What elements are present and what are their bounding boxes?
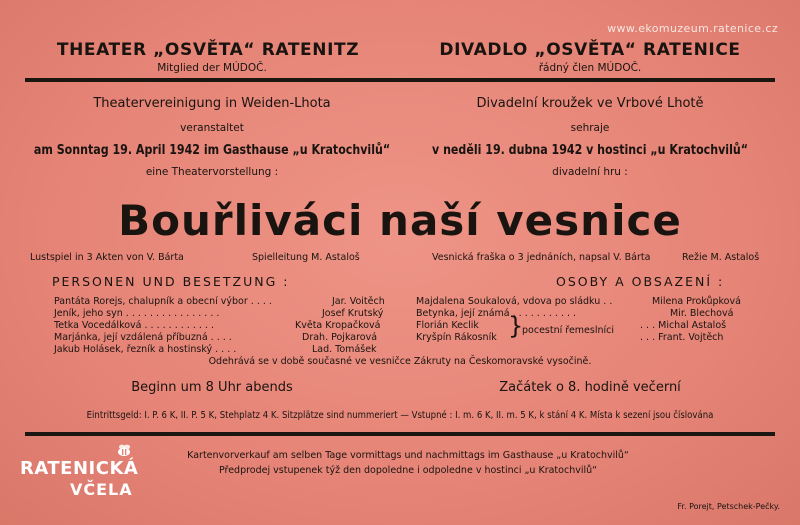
cast-left-role-1: Pantáta Rorejs, chalupník a obecní výbor . . . . bbox=[54, 296, 272, 307]
bee-icon bbox=[115, 444, 133, 458]
cast-header-right: OSOBY A OBSAZENÍ : bbox=[556, 274, 725, 289]
right-intro-line4: divadelní hru : bbox=[552, 166, 628, 178]
logo-line1: RATENICKÁ bbox=[20, 458, 139, 479]
credits-right-author: Vesnická fraška o 3 jednáních, napsal V. Bárta bbox=[432, 252, 651, 263]
cast-right-role-2: Betynka, její známá . . . . . . . . . . . bbox=[416, 308, 577, 319]
cast-header-left: PERSONEN UND BESETZUNG : bbox=[52, 274, 290, 289]
right-intro-line3: v neděli 19. dubna 1942 v hostinci „u Kratochvilů“ bbox=[432, 143, 748, 158]
left-intro-line2: veranstaltet bbox=[180, 122, 244, 134]
left-intro-line3: am Sonntag 19. April 1942 im Gasthause „u Kratochvilů“ bbox=[33, 143, 391, 158]
cast-right-actor-4: . . . Frant. Vojtěch bbox=[640, 332, 724, 343]
cast-right-actor-1: Milena Prokůpková bbox=[652, 296, 741, 307]
logo-line2: VČELA bbox=[70, 480, 133, 499]
cast-right-actor-2: Mir. Blechová bbox=[670, 308, 734, 319]
cast-left-actor-4: Drah. Pojkarová bbox=[302, 332, 378, 343]
right-intro-line1: Divadelní kroužek ve Vrbové Lhotě bbox=[476, 96, 704, 111]
begin-left: Beginn um 8 Uhr abends bbox=[131, 380, 293, 395]
credits-left-director: Spielleitung M. Astaloš bbox=[252, 252, 360, 263]
begin-right: Začátek o 8. hodině večerní bbox=[499, 380, 681, 395]
cast-group-brace: } bbox=[508, 312, 524, 340]
cast-right-role-3: Florián Keclik bbox=[416, 320, 479, 331]
left-theater-title: THEATER „OSVĚTA“ RATENITZ bbox=[56, 40, 360, 60]
play-title: Bouřliváci naší vesnice bbox=[118, 196, 682, 245]
ratenicka-vcela-logo bbox=[20, 444, 140, 504]
top-divider bbox=[25, 78, 775, 82]
cast-left-role-3: Tetka Vocedálková . . . . . . . . . . . . bbox=[54, 320, 214, 331]
cast-left-role-5: Jakub Holásek, řezník a hostinský . . . . bbox=[54, 344, 237, 355]
cast-left-role-2: Jeník, jeho syn . . . . . . . . . . . . . . . . bbox=[54, 308, 220, 319]
cast-left-actor-2: Josef Krutský bbox=[322, 308, 384, 319]
printer-credit: Fr. Porejt, Petschek-Pečky. bbox=[677, 502, 780, 511]
right-intro-line2: sehraje bbox=[570, 122, 610, 134]
cast-right-role-1: Majdalena Soukalová, vdova po sládku . . bbox=[416, 296, 613, 307]
credits-right-director: Režie M. Astaloš bbox=[682, 252, 760, 263]
right-theater-title: DIVADLO „OSVĚTA“ RATENICE bbox=[439, 40, 741, 60]
cast-left-actor-5: Lad. Tomášek bbox=[312, 344, 377, 355]
watermark: www.ekomuzeum.ratenice.cz bbox=[607, 22, 778, 35]
cast-left-role-4: Marjánka, její vzdálená příbuzná . . . . bbox=[54, 332, 232, 343]
left-intro-line4: eine Theatervorstellung : bbox=[145, 166, 279, 178]
presale-line1: Kartenvorverkauf am selben Tage vormittags und nachmittags im Gasthause „u Kratochvilů“ bbox=[187, 450, 629, 461]
bottom-divider bbox=[25, 432, 775, 436]
cast-right-actor-3: . . . Michal Astaloš bbox=[640, 320, 727, 331]
cast-right-role-4: Kryšpín Rákosník bbox=[416, 332, 497, 343]
credits-left-author: Lustspiel in 3 Akten von V. Bárta bbox=[30, 252, 184, 263]
left-member-note: Mitglied der MÚDOČ. bbox=[157, 62, 267, 74]
admission-prices: Eintrittsgeld: I. P. 6 K, II. P. 5 K, Stehplatz 4 K. Sitzplätze sind nummeriert — Vstupné : I. m. 6 K, II. m. 5 K, k stání 4 K. Místa k sezení jsou číslována bbox=[86, 410, 714, 421]
cast-left-actor-3: Květa Kropačková bbox=[295, 320, 381, 331]
cast-group-label: pocestní řemeslníci bbox=[522, 325, 615, 336]
right-member-note: řádný člen MÚDOČ. bbox=[538, 62, 642, 74]
cast-left-actor-1: Jar. Voitěch bbox=[332, 296, 385, 307]
left-intro-line1: Theatervereinigung in Weiden-Lhota bbox=[93, 96, 331, 111]
presale-line2: Předprodej vstupenek týž den dopoledne i odpoledne v hostinci „u Kratochvilů“ bbox=[218, 465, 598, 476]
setting-note: Odehrává se v době současné ve vesničce Zákruty na Českomoravské vysočině. bbox=[208, 356, 592, 367]
